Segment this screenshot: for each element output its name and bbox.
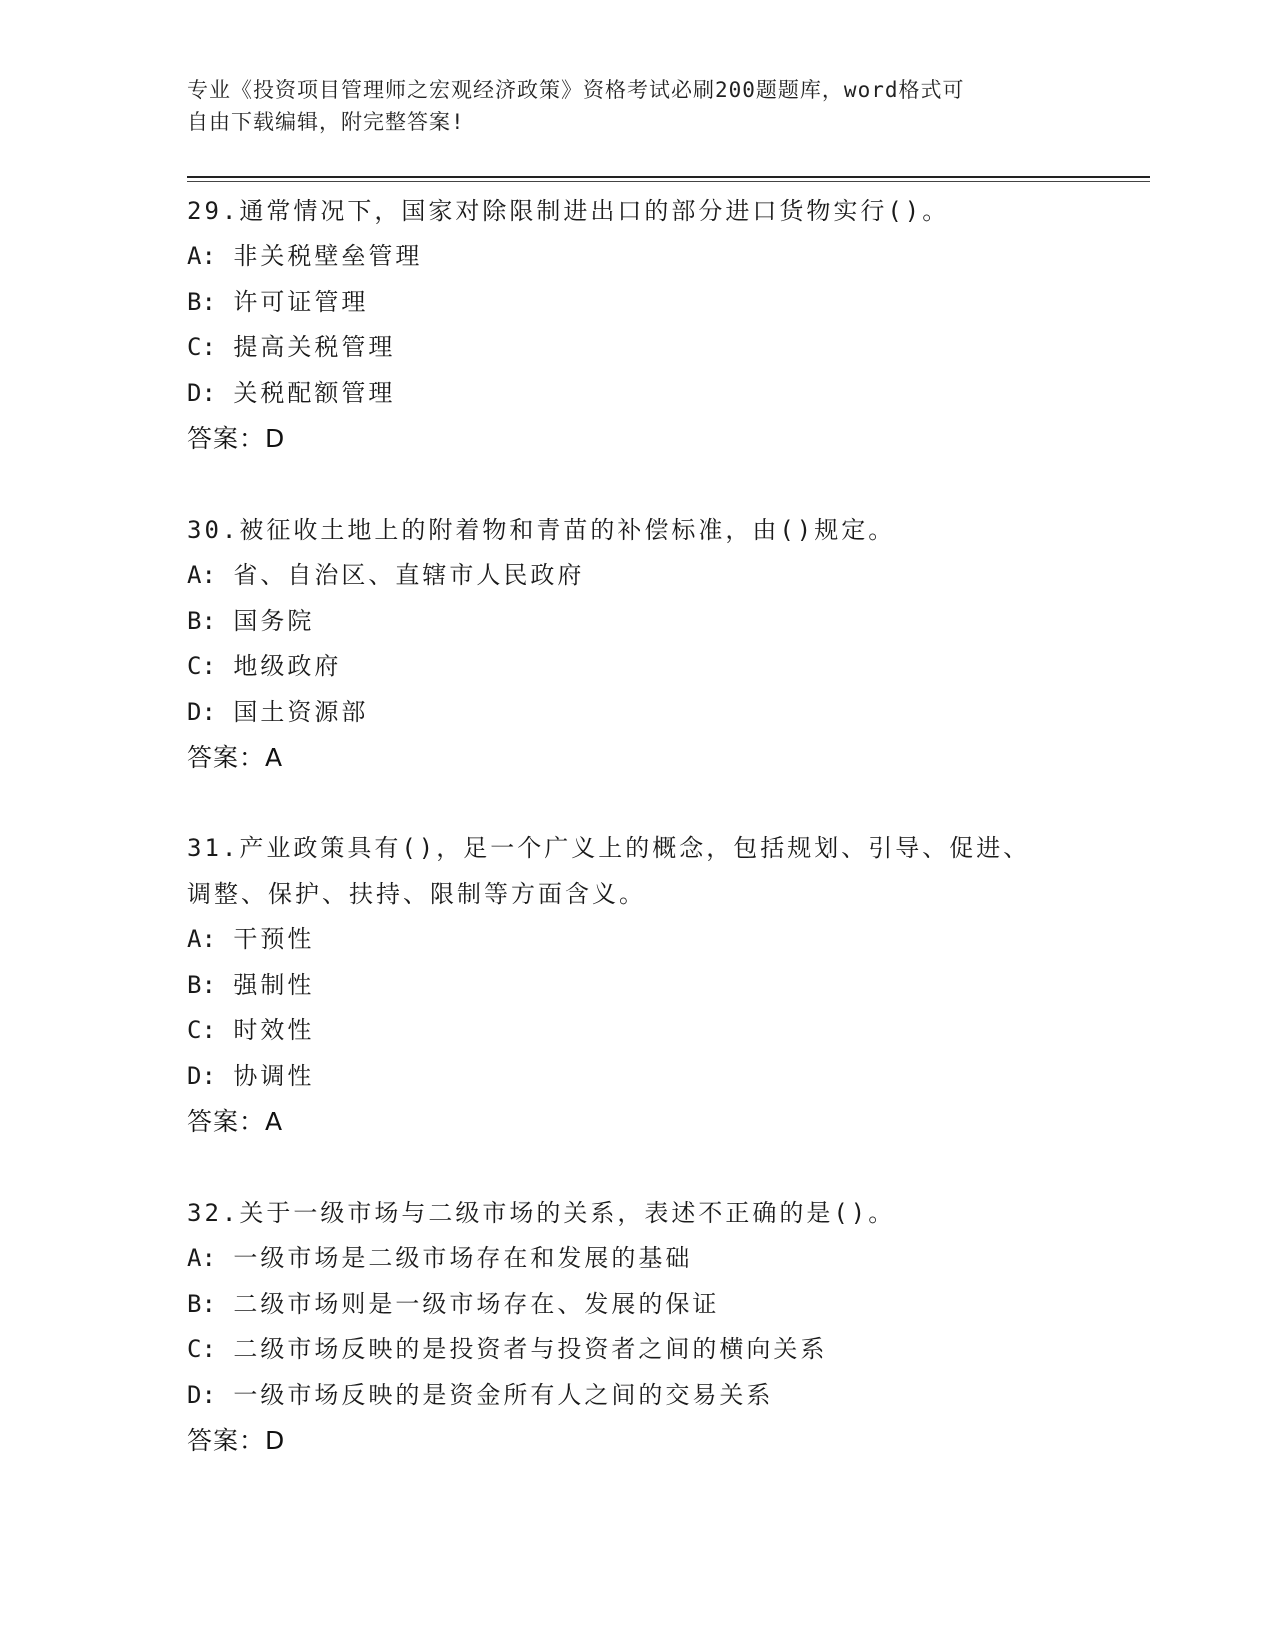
option-c	[187, 1008, 1087, 1054]
option-c	[187, 644, 1087, 690]
option-letter: A:	[187, 925, 216, 953]
answer-label: 答案：	[187, 1107, 266, 1136]
header-divider-thick	[187, 176, 1150, 178]
option-letter: D:	[187, 1061, 216, 1090]
option-letter: C:	[187, 1016, 216, 1044]
option-letter: A:	[187, 561, 216, 589]
option-text: 国土资源部	[233, 697, 369, 726]
question-32	[187, 1190, 1087, 1463]
option-a	[187, 553, 1087, 599]
option-letter: B:	[187, 287, 216, 316]
option-letter: D:	[187, 378, 216, 407]
option-c	[187, 1327, 1087, 1373]
answer-line	[187, 1099, 1087, 1144]
header-divider-thin	[187, 181, 1150, 182]
answer-value: A	[265, 1107, 284, 1136]
option-a	[187, 1236, 1087, 1282]
option-b	[187, 599, 1087, 645]
option-text: 许可证管理	[233, 287, 369, 316]
option-text: 非关税壁垒管理	[233, 242, 423, 270]
option-text: 强制性	[233, 970, 315, 999]
option-text: 一级市场反映的是资金所有人之间的交易关系	[233, 1380, 774, 1409]
option-b	[187, 963, 1087, 1009]
option-c	[187, 325, 1087, 371]
option-text: 地级政府	[233, 652, 342, 680]
option-letter: A:	[187, 1244, 216, 1272]
question-stem-line-2: 调整、保护、扶持、限制等方面含义。	[187, 880, 646, 908]
option-d	[187, 690, 1087, 736]
answer-line	[187, 735, 1087, 780]
option-text: 国务院	[233, 606, 315, 635]
answer-line	[187, 1418, 1087, 1463]
option-letter: B:	[187, 970, 216, 999]
answer-value: D	[265, 424, 286, 453]
option-text: 时效性	[233, 1016, 315, 1044]
option-letter: D:	[187, 697, 216, 726]
option-text: 二级市场则是一级市场存在、发展的保证	[233, 1289, 720, 1318]
answer-value: A	[265, 743, 284, 772]
option-text: 省、自治区、直辖市人民政府	[233, 561, 585, 589]
option-a	[187, 234, 1087, 280]
question-stem: 30.被征收土地上的附着物和青苗的补偿标准，由()规定。	[187, 516, 896, 544]
option-letter: C:	[187, 333, 216, 361]
option-text: 一级市场是二级市场存在和发展的基础	[233, 1244, 693, 1272]
question-stem-line-1: 31.产业政策具有()，足一个广义上的概念，包括规划、引导、促进、	[187, 834, 1031, 862]
option-b	[187, 280, 1087, 326]
answer-label: 答案：	[187, 743, 266, 772]
question-stem: 29.通常情况下，国家对除限制进出口的部分进口货物实行()。	[187, 197, 950, 225]
question-30	[187, 507, 1087, 780]
question-stem: 32.关于一级市场与二级市场的关系，表述不正确的是()。	[187, 1199, 896, 1227]
option-letter: D:	[187, 1380, 216, 1409]
document-header	[187, 74, 1067, 138]
option-text: 关税配额管理	[233, 378, 396, 407]
answer-value: D	[265, 1426, 286, 1455]
question-31	[187, 825, 1087, 1144]
option-letter: C:	[187, 652, 216, 680]
option-letter: C:	[187, 1335, 216, 1363]
option-d	[187, 1373, 1087, 1419]
option-d	[187, 1054, 1087, 1100]
option-text: 协调性	[233, 1061, 315, 1090]
option-letter: A:	[187, 242, 216, 270]
answer-line	[187, 416, 1087, 461]
option-d	[187, 371, 1087, 417]
answer-label: 答案：	[187, 424, 266, 453]
header-title-line-2: 自由下载编辑，附完整答案!	[187, 110, 465, 134]
question-29	[187, 188, 1087, 461]
answer-label: 答案：	[187, 1426, 266, 1455]
option-a	[187, 917, 1087, 963]
option-text: 二级市场反映的是投资者与投资者之间的横向关系	[233, 1335, 828, 1363]
option-letter: B:	[187, 1289, 216, 1318]
option-b	[187, 1282, 1087, 1328]
option-letter: B:	[187, 606, 216, 635]
header-title-line-1: 专业《投资项目管理师之宏观经济政策》资格考试必刷200题题库，word格式可	[187, 78, 965, 102]
option-text: 干预性	[233, 925, 315, 953]
option-text: 提高关税管理	[233, 333, 396, 361]
